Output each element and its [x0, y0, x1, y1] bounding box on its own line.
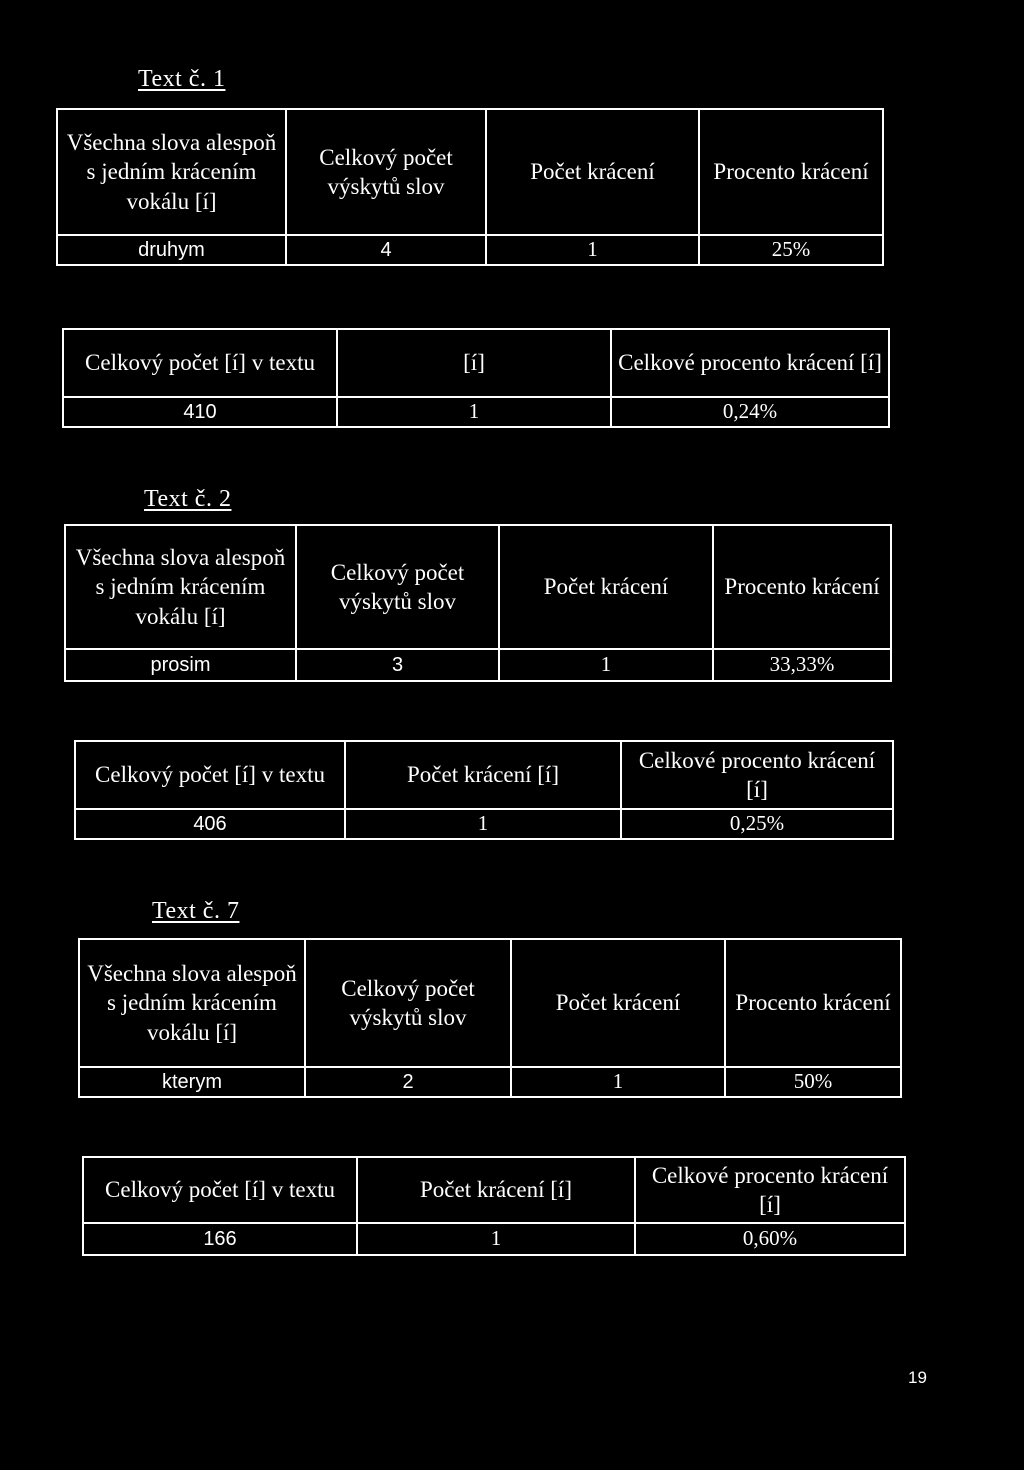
header-shortening-percent: Procento krácení	[699, 109, 883, 235]
table-header-row	[83, 1157, 905, 1223]
header-all-words: Všechna slova alespoň s jedním krácením vokálu [í]	[79, 939, 305, 1067]
table-header-row	[57, 109, 883, 235]
cell-count: 1	[486, 235, 699, 265]
cell-total-i: 410	[63, 397, 337, 427]
table-row	[63, 397, 889, 427]
cell-overall-percent: 0,24%	[611, 397, 889, 427]
header-shortening-percent: Procento krácení	[725, 939, 901, 1067]
header-all-words: Všechna slova alespoň s jedním krácením vokálu [í]	[57, 109, 286, 235]
section-2-summary-table	[74, 740, 894, 840]
header-total-occurrences: Celkový počet výskytů slov	[286, 109, 486, 235]
table-header-row	[63, 329, 889, 397]
header-shortening-i: Počet krácení [í]	[357, 1157, 635, 1223]
cell-percent: 25%	[699, 235, 883, 265]
header-shortening-count: Počet krácení	[486, 109, 699, 235]
section-1-words-table	[56, 108, 884, 266]
header-overall-percent: Celkové procento krácení [í]	[611, 329, 889, 397]
cell-i-count: 1	[357, 1223, 635, 1255]
section-1-summary-table	[62, 328, 890, 428]
header-all-words: Všechna slova alespoň s jedním krácením vokálu [í]	[65, 525, 296, 649]
header-i: [í]	[337, 329, 611, 397]
cell-percent: 50%	[725, 1067, 901, 1097]
header-total-occurrences: Celkový počet výskytů slov	[305, 939, 511, 1067]
cell-word: druhym	[57, 235, 286, 265]
cell-total: 4	[286, 235, 486, 265]
cell-i-count: 1	[345, 809, 621, 839]
header-total-i: Celkový počet [í] v textu	[75, 741, 345, 809]
cell-overall-percent: 0,60%	[635, 1223, 905, 1255]
table-header-row	[75, 741, 893, 809]
table-row	[79, 1067, 901, 1097]
table-header-row	[79, 939, 901, 1067]
table-row	[75, 809, 893, 839]
table-row	[65, 649, 891, 681]
section-2-heading: Text č. 2	[144, 486, 232, 512]
section-1-heading: Text č. 1	[138, 66, 226, 92]
cell-total-i: 406	[75, 809, 345, 839]
cell-count: 1	[499, 649, 713, 681]
cell-word: kterym	[79, 1067, 305, 1097]
cell-count: 1	[511, 1067, 725, 1097]
header-overall-percent: Celkové procento krácení [í]	[621, 741, 893, 809]
table-row	[57, 235, 883, 265]
header-total-i: Celkový počet [í] v textu	[63, 329, 337, 397]
section-7-summary-table	[82, 1156, 906, 1256]
cell-total: 2	[305, 1067, 511, 1097]
section-7-words-table	[78, 938, 902, 1098]
cell-overall-percent: 0,25%	[621, 809, 893, 839]
header-shortening-count: Počet krácení	[511, 939, 725, 1067]
table-header-row	[65, 525, 891, 649]
cell-i-count: 1	[337, 397, 611, 427]
header-shortening-i: Počet krácení [í]	[345, 741, 621, 809]
page-number: 19	[908, 1368, 927, 1387]
header-total-occurrences: Celkový počet výskytů slov	[296, 525, 499, 649]
cell-total: 3	[296, 649, 499, 681]
table-row	[83, 1223, 905, 1255]
section-2-words-table	[64, 524, 892, 682]
section-7-heading: Text č. 7	[152, 898, 240, 924]
cell-word: prosim	[65, 649, 296, 681]
header-shortening-count: Počet krácení	[499, 525, 713, 649]
cell-total-i: 166	[83, 1223, 357, 1255]
header-overall-percent: Celkové procento krácení [í]	[635, 1157, 905, 1223]
cell-percent: 33,33%	[713, 649, 891, 681]
header-shortening-percent: Procento krácení	[713, 525, 891, 649]
header-total-i: Celkový počet [í] v textu	[83, 1157, 357, 1223]
